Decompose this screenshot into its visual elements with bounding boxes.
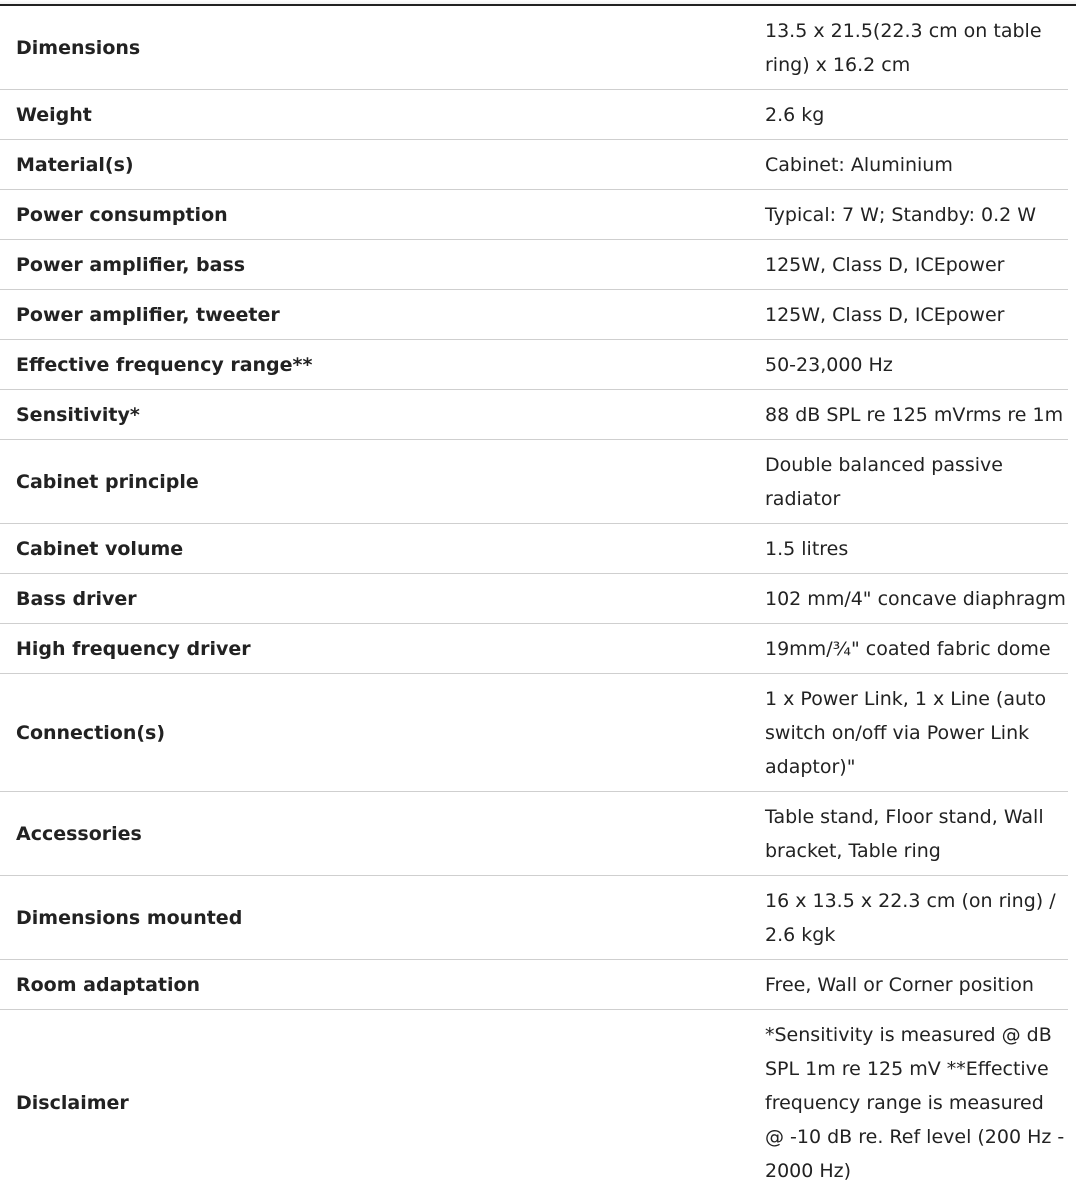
table-row: [0, 140, 1068, 190]
spec-label: Bass driver: [0, 574, 765, 624]
table-row: [0, 6, 1068, 90]
table-row: [0, 792, 1068, 876]
spec-label: Material(s): [0, 140, 765, 190]
table-row: [0, 390, 1068, 440]
table-row: [0, 876, 1068, 960]
spec-label: Power amplifier, tweeter: [0, 290, 765, 340]
spec-label: Sensitivity*: [0, 390, 765, 440]
spec-label: Room adaptation: [0, 960, 765, 1010]
spec-value: 125W, Class D, ICEpower: [765, 240, 1068, 290]
spec-value: Free, Wall or Corner position: [765, 960, 1068, 1010]
spec-label: High frequency driver: [0, 624, 765, 674]
spec-value: 2.6 kg: [765, 90, 1068, 140]
spec-value: 1 x Power Link, 1 x Line (auto switch on/off via Power Link adaptor)": [765, 674, 1068, 792]
spec-value: Double balanced passive radiator: [765, 440, 1068, 524]
table-row: [0, 624, 1068, 674]
spec-value: 16 x 13.5 x 22.3 cm (on ring) / 2.6 kgk: [765, 876, 1068, 960]
spec-label: Cabinet volume: [0, 524, 765, 574]
spec-label: Disclaimer: [16, 1091, 129, 1114]
table-row: [0, 90, 1068, 140]
spec-label: Weight: [0, 90, 765, 140]
spec-label: Effective frequency range**: [0, 340, 765, 390]
spec-value: 50-23,000 Hz: [765, 340, 1068, 390]
spec-value: 102 mm/4" concave diaphragm: [765, 574, 1068, 624]
spec-value: 125W, Class D, ICEpower: [765, 290, 1068, 340]
spec-label: Power consumption: [0, 190, 765, 240]
table-row: [0, 574, 1068, 624]
spec-value: Cabinet: Aluminium: [765, 140, 1068, 190]
spec-label: Connection(s): [0, 674, 765, 792]
table-row: [0, 440, 1068, 524]
table-row: [0, 524, 1068, 574]
spec-value: 1.5 litres: [765, 524, 1068, 574]
spec-value: 13.5 x 21.5(22.3 cm on table ring) x 16.2 cm: [765, 6, 1068, 90]
table-row: [0, 290, 1068, 340]
spec-label: Cabinet principle: [0, 440, 765, 524]
spec-value: *Sensitivity is measured @ dB SPL 1m re 125 mV **Effective frequency range is measured @ -10 dB re. Ref level (200 Hz - 2000 Hz): [765, 1024, 1065, 1182]
spec-value: Typical: 7 W; Standby: 0.2 W: [765, 190, 1068, 240]
table-row: [0, 190, 1068, 240]
spec-label: Power amplifier, bass: [0, 240, 765, 290]
table-row: [0, 960, 1068, 1010]
spec-value: 88 dB SPL re 125 mVrms re 1m: [765, 390, 1068, 440]
spec-value: Table stand, Floor stand, Wall bracket, Table ring: [765, 792, 1068, 876]
table-row: [0, 240, 1068, 290]
specifications-table: [0, 6, 1068, 1195]
spec-value: 19mm/¾" coated fabric dome: [765, 624, 1068, 674]
table-row: [0, 340, 1068, 390]
table-row: [0, 1010, 1068, 1196]
spec-label: Dimensions: [0, 6, 765, 90]
spec-label: Dimensions mounted: [0, 876, 765, 960]
spec-label: Accessories: [0, 792, 765, 876]
table-row: [0, 674, 1068, 792]
